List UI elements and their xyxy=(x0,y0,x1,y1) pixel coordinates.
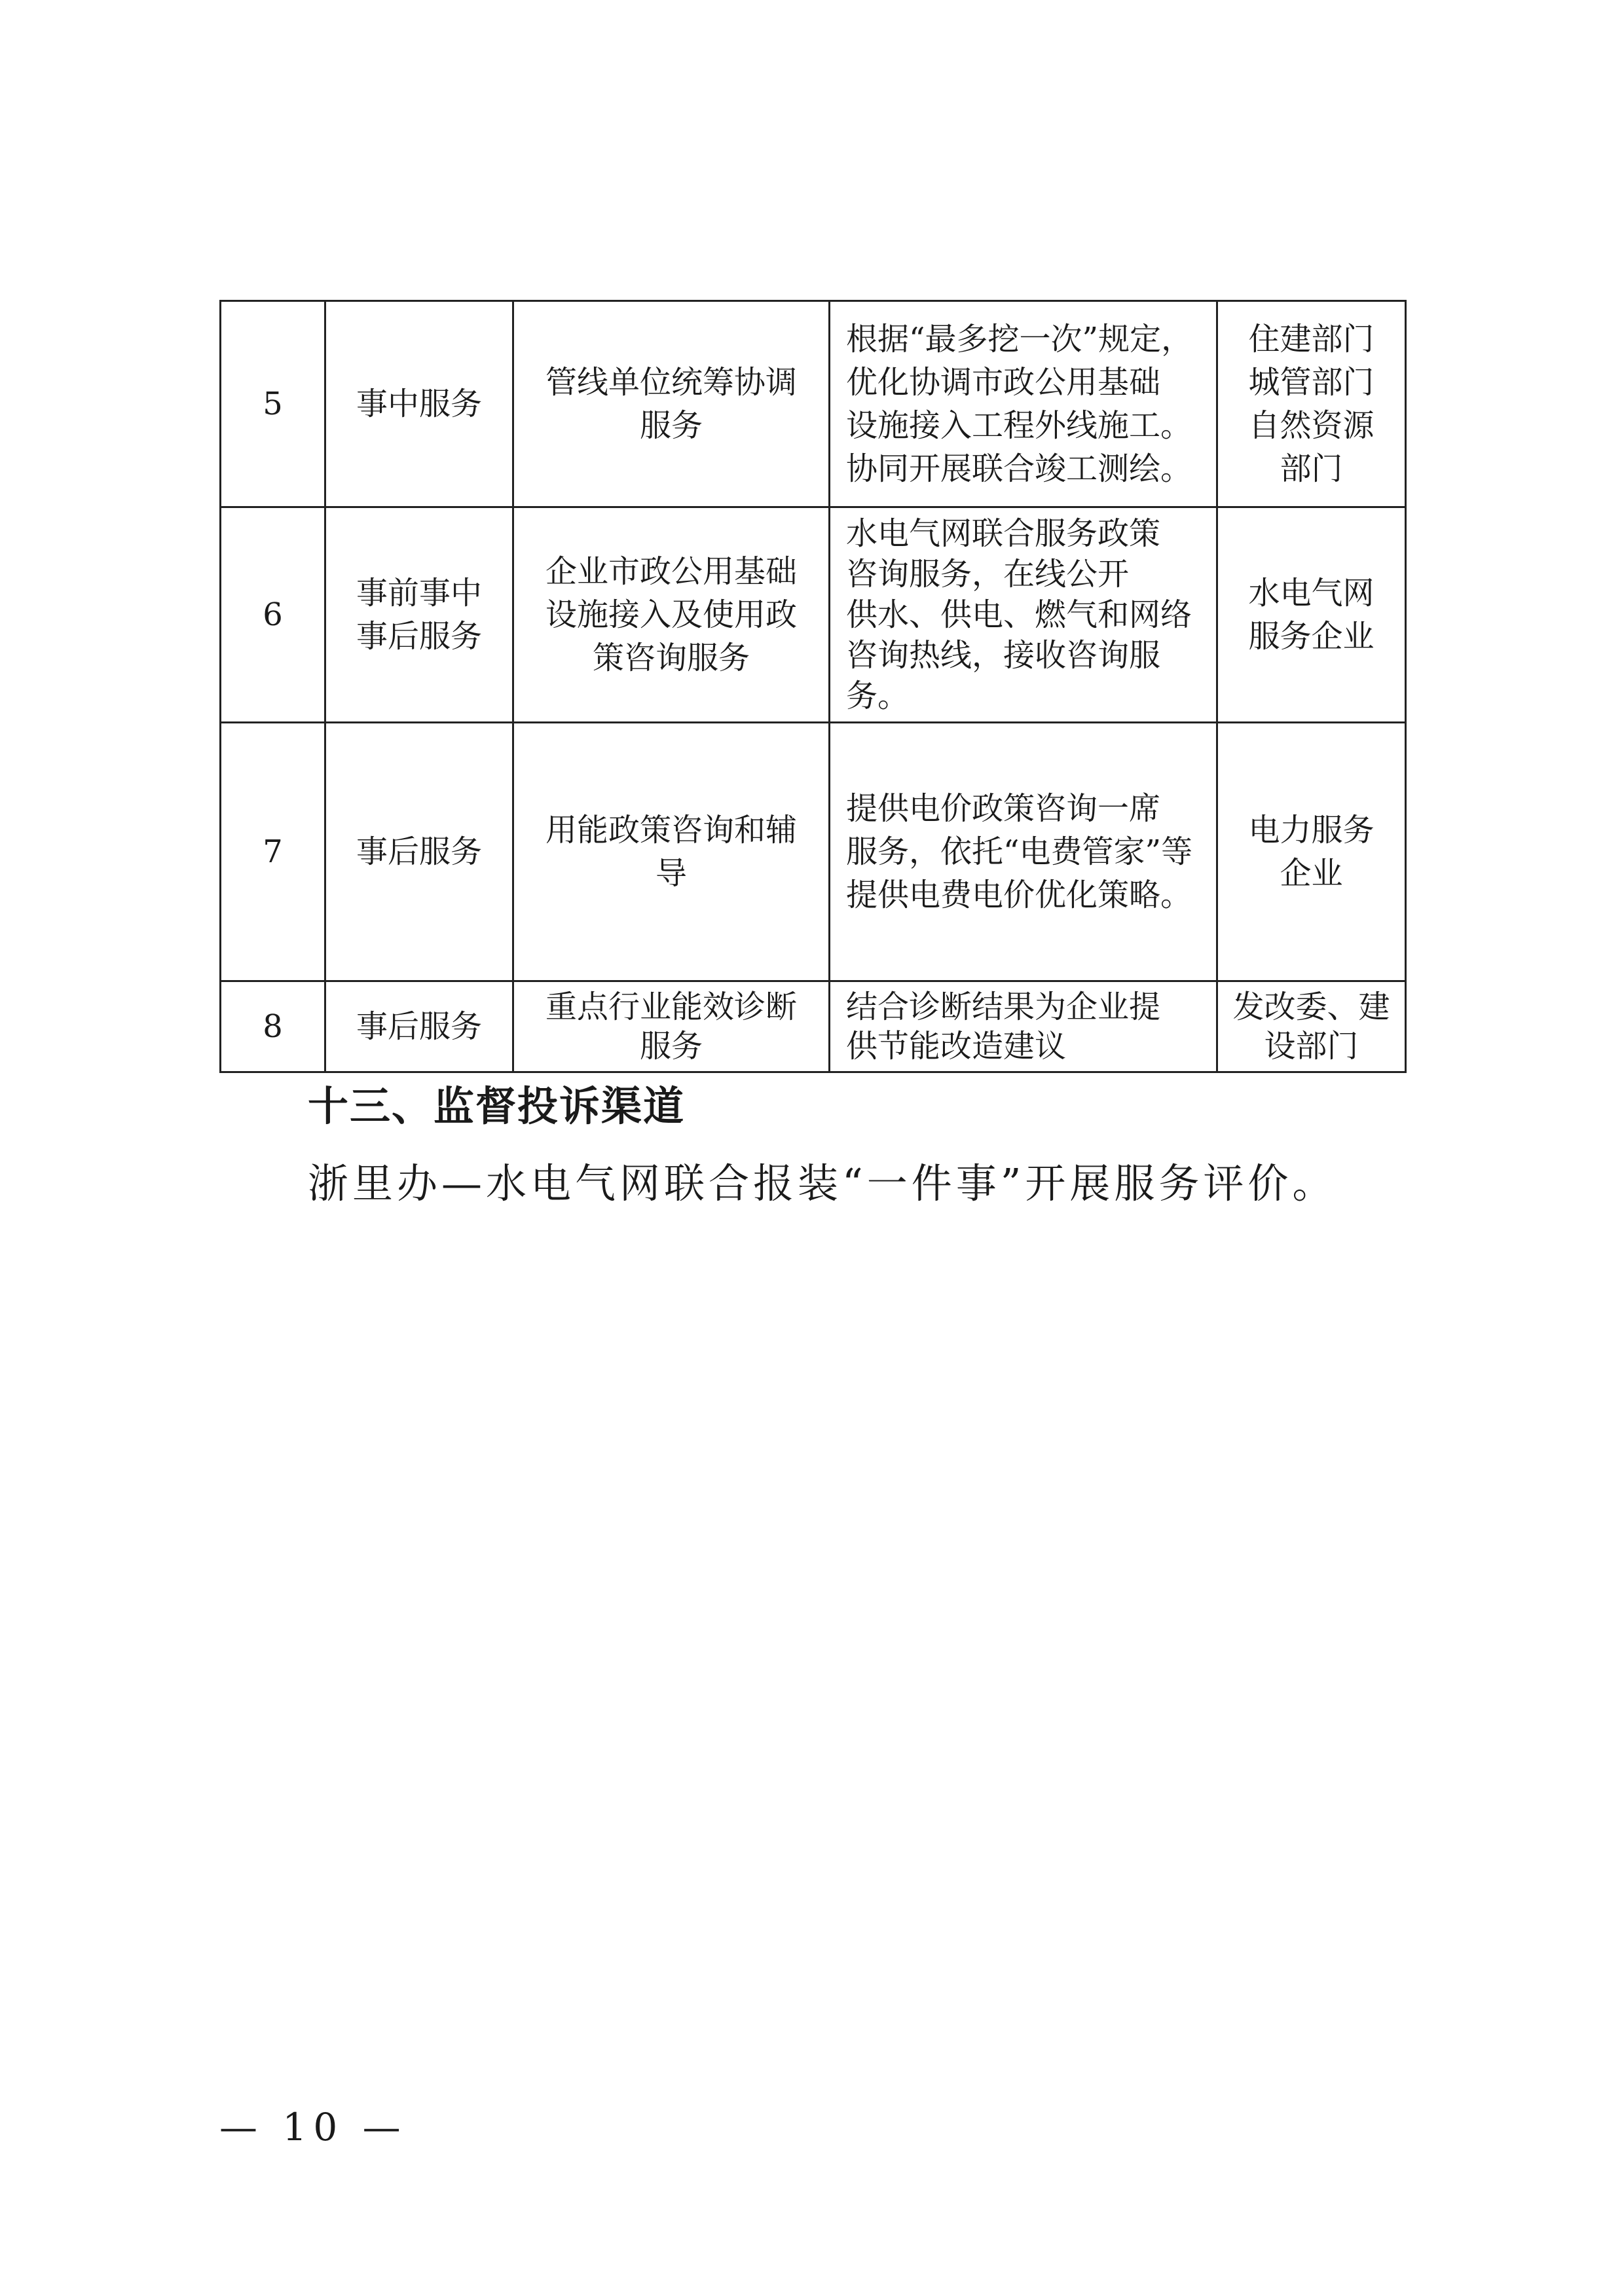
service-item-cell: 重点行业能效诊断 服务 xyxy=(513,981,830,1072)
stage-cell: 事后服务 xyxy=(325,981,513,1072)
page-number: — 10 — xyxy=(219,2105,407,2149)
services-table xyxy=(219,300,1407,1073)
service-item-cell: 用能政策咨询和辅 导 xyxy=(513,723,830,981)
service-description-cell: 结合诊断结果为企业提 供节能改造建议 xyxy=(830,981,1217,1072)
service-item-cell: 企业市政公用基础 设施接入及使用政 策咨询服务 xyxy=(513,507,830,723)
responsible-dept-cell: 住建部门 城管部门 自然资源 部门 xyxy=(1217,301,1406,507)
stage-cell: 事前事中 事后服务 xyxy=(325,507,513,723)
service-description-cell: 水电气网联合服务政策 咨询服务，在线公开 供水、供电、燃气和网络 咨询热线，接收咨询服 务。 xyxy=(830,507,1217,723)
responsible-dept-cell: 水电气网 服务企业 xyxy=(1217,507,1406,723)
section-heading: 十三、监督投诉渠道 xyxy=(308,1082,686,1130)
row-number-cell: 7 xyxy=(221,723,325,981)
stage-cell: 事中服务 xyxy=(325,301,513,507)
responsible-dept-cell: 电力服务 企业 xyxy=(1217,723,1406,981)
service-description-cell: 提供电价政策咨询一席 服务，依托“电费管家”等 提供电费电价优化策略。 xyxy=(830,723,1217,981)
responsible-dept-cell: 发改委、建 设部门 xyxy=(1217,981,1406,1072)
table-row xyxy=(221,301,1406,507)
row-number-cell: 8 xyxy=(221,981,325,1072)
stage-cell: 事后服务 xyxy=(325,723,513,981)
table-row xyxy=(221,981,1406,1072)
table-row xyxy=(221,507,1406,723)
section-body-text: 浙里办—水电气网联合报装“一件事”开展服务评价。 xyxy=(308,1159,1337,1207)
service-description-cell: 根据“最多挖一次”规定， 优化协调市政公用基础 设施接入工程外线施工。 协同开展联合竣工测绘。 xyxy=(830,301,1217,507)
service-item-cell: 管线单位统筹协调 服务 xyxy=(513,301,830,507)
row-number-cell: 6 xyxy=(221,507,325,723)
table-row xyxy=(221,723,1406,981)
row-number-cell: 5 xyxy=(221,301,325,507)
